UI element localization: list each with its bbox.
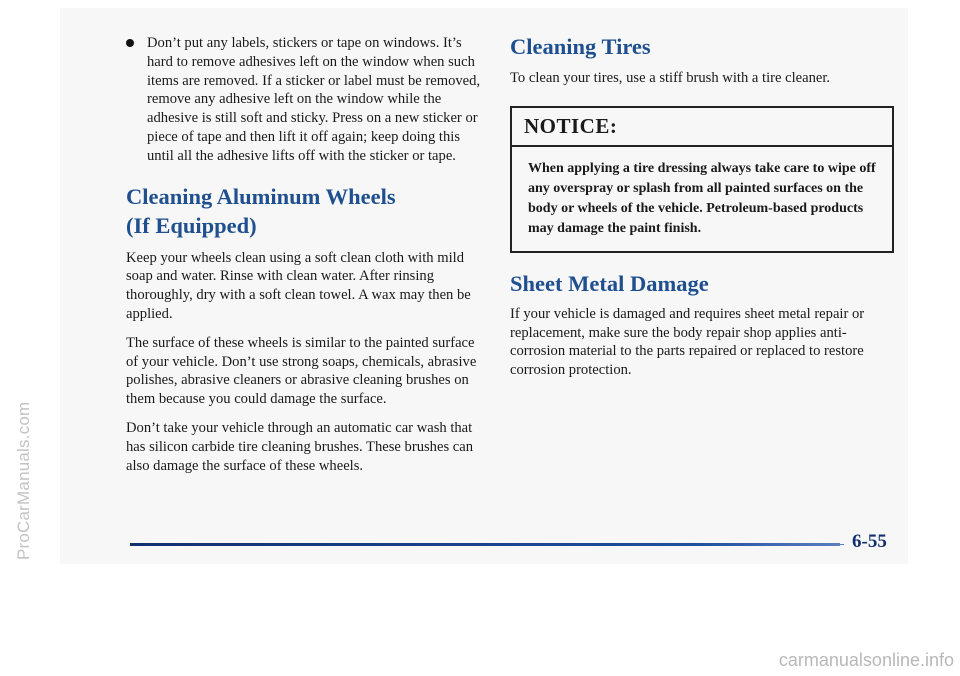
aluminum-paragraph-1: Keep your wheels clean using a soft clean cloth with mild soap and water. Rinse with clean water. After rinsing thoroughly, dry with a soft clean towel. A wax may then be applied. (126, 249, 471, 322)
aluminum-heading-line1: Cleaning Aluminum Wheels (126, 183, 396, 209)
cleaning-tires-text: To clean your tires, use a stiff brush with a tire cleaner. (510, 70, 831, 86)
notice-text: When applying a tire dressing always take care to wipe off any overspray or splash from all painted surfaces on the body or wheels of the vehicle. Petroleum-based products may damage the paint finish. (528, 160, 876, 236)
cleaning-tires-heading: Cleaning Tires (510, 34, 651, 59)
bullet-text: Don’t put any labels, stickers or tape on windows. It’s hard to remove adhesives left on the window when such items are removed. If a sticker or label must be removed, remove any adhesive left on the window while the adhesive is still soft and sticky. Press on a new sticker or piece of tape and then lift it off again; keep doing this until all the adhesive lifts off with the sticker or tape. (147, 35, 481, 164)
bottom-watermark: carmanualsonline.info (778, 650, 954, 670)
sheet-metal-heading: Sheet Metal Damage (510, 270, 709, 296)
left-column (126, 34, 482, 475)
aluminum-heading-line2: (If Equipped) (126, 212, 257, 238)
page-number: 6-55 (852, 531, 887, 552)
window-sticker-bullet (126, 34, 482, 166)
notice-title: NOTICE: (512, 108, 892, 147)
sheet-metal-text: If your vehicle is damaged and requires sheet metal repair or replacement, make sure the body repair shop applies anti-corrosion material to the parts repaired or replaced to restore corrosion protection. (510, 305, 865, 379)
aluminum-paragraph-3: Don’t take your vehicle through an automatic car wash that has silicon carbide tire cleaning brushes. These brushes can also damage the surface of these wheels. (126, 419, 474, 474)
footer-rule (130, 543, 840, 546)
aluminum-paragraph-2: The surface of these wheels is similar to the painted surface of your vehicle. Don’t use strong soaps, chemicals, abrasive polishes, abrasive cleaners or abrasive cleaning brushes on them because you could damage the surface. (126, 334, 477, 408)
notice-box (510, 106, 894, 253)
aluminum-wheels-heading (126, 182, 482, 240)
side-watermark: ProCarManuals.com (14, 401, 33, 560)
right-column (510, 34, 894, 380)
footer-rule-tip (838, 544, 844, 545)
bullet-icon (126, 39, 134, 47)
